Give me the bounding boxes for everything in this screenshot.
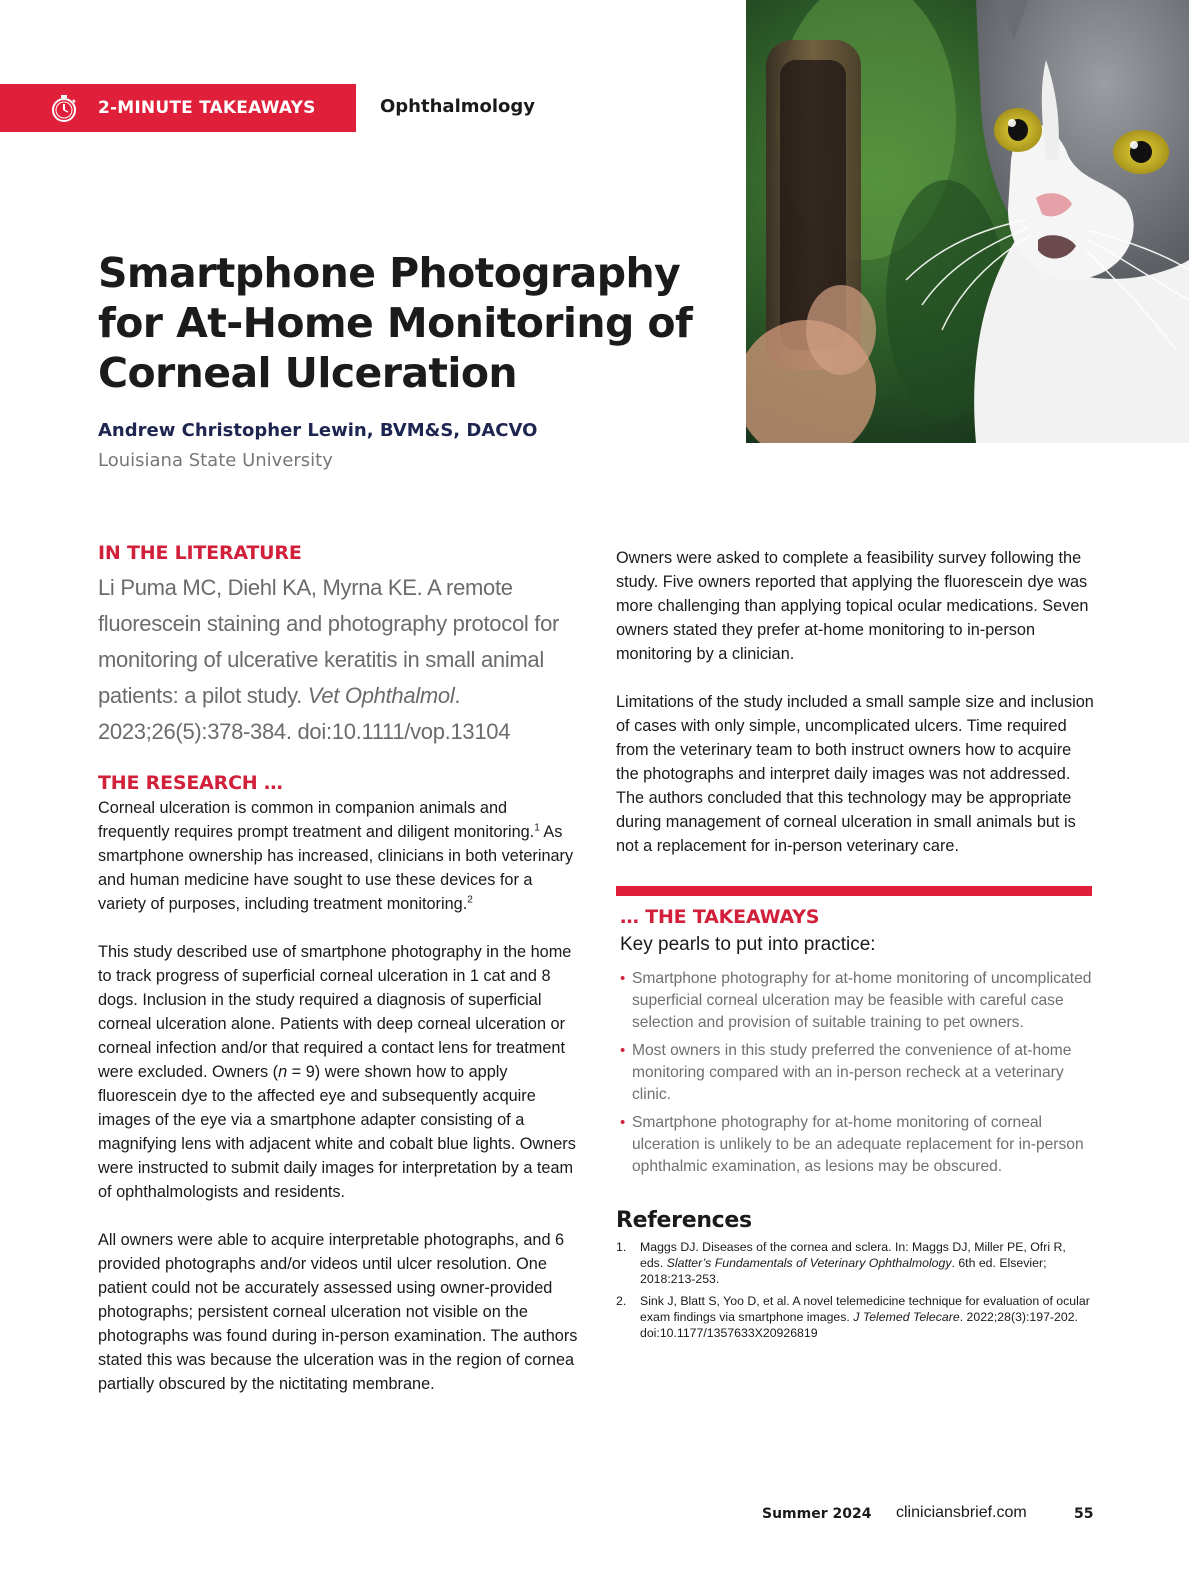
italic-run: J Telemed Telecare xyxy=(853,1310,960,1324)
takeaways-section xyxy=(620,906,1095,1184)
research-paragraph-5: Limitations of the study included a small sample size and inclusion of cases with only simple, uncomplicated ulcers. Time required from the veterinary team to both instruct owners how to acquire the photographs and interpret daily images was not addressed. The authors concluded that this technology may be appropriate during management of corneal ulceration in small animals but is not a replacement for in-person veterinary care. xyxy=(616,693,1094,855)
references-section xyxy=(616,1208,1092,1347)
citation-journal: Vet Ophthalmol xyxy=(307,683,455,708)
page-number: 55 xyxy=(1074,1506,1094,1522)
banner-label: 2-MINUTE TAKEAWAYS xyxy=(98,98,316,118)
italic-run: Slatter’s Fundamentals of Veterinary Ophthalmology xyxy=(666,1256,952,1270)
footnote-ref: 2 xyxy=(467,894,473,906)
literature-heading: IN THE LITERATURE xyxy=(98,542,302,564)
list-item xyxy=(616,1239,1092,1287)
reference-number: 2. xyxy=(616,1294,627,1308)
text-run: . 2022;28(3):197-202. doi:10.1177/1357633X20926819 xyxy=(640,1310,1078,1340)
footnote-ref: 1 xyxy=(534,822,540,834)
cat-illustration xyxy=(746,0,1189,443)
author-name: Andrew Christopher Lewin, BVM&S, DACVO xyxy=(98,420,538,441)
takeaway-text: Most owners in this study preferred the convenience of at-home monitoring compared with an in-person recheck at a veterinary clinic. xyxy=(632,1042,1072,1103)
text-run: . 6th ed. Elsevier; 2018:213-253. xyxy=(640,1256,1047,1286)
article-title: Smartphone Photography for At-Home Monitoring of Corneal Ulceration xyxy=(98,249,693,397)
research-body-continued xyxy=(616,546,1096,858)
section-label: Ophthalmology xyxy=(380,96,536,117)
references-heading: References xyxy=(616,1208,752,1233)
italic-run: n xyxy=(278,1063,288,1081)
reference-list xyxy=(616,1239,1092,1341)
list-item xyxy=(616,1293,1092,1341)
bullet-icon: • xyxy=(620,1114,626,1131)
literature-citation xyxy=(98,570,578,750)
text-run: Corneal ulceration is common in companion animals and frequently requires prompt treatment and diligent monitoring. xyxy=(98,799,535,841)
takeaway-text: Smartphone photography for at-home monitoring of uncomplicated superficial corneal ulceration may be feasible with careful case selection and provision of suitable training to pet owners. xyxy=(632,970,1092,1031)
research-paragraph-1 xyxy=(98,796,578,916)
research-body xyxy=(98,796,578,1396)
text-run: This study described use of smartphone photography in the home to track progress of superficial corneal ulceration in 1 cat and 8 dogs. Inclusion in the study required a diagnosis of superficial corneal ulceration alone. Patients with deep corneal ulceration or corneal infection and/or that required a contact lens for treatment were excluded. Owners ( xyxy=(98,943,572,1081)
text-run: Maggs DJ. Diseases of the cornea and sclera. In: Maggs DJ, Miller PE, Ofri R, eds. xyxy=(640,1240,1066,1270)
left-column xyxy=(98,542,578,1396)
text-run: As smartphone ownership has increased, clinicians in both veterinary and human medicine have sought to use these devices for a variety of purposes, including treatment monitoring. xyxy=(98,823,574,913)
list-item xyxy=(620,1112,1095,1178)
takeaway-list xyxy=(620,968,1095,1178)
takeaway-text: Smartphone photography for at-home monitoring of corneal ulceration is unlikely to be an adequate replacement for in-person ophthalmic examination, as lesions may be obscured. xyxy=(632,1114,1084,1175)
list-item xyxy=(620,1040,1095,1106)
reference-number: 1. xyxy=(616,1240,627,1254)
bullet-icon: • xyxy=(620,970,626,987)
footer-site[interactable]: cliniciansbrief.com xyxy=(896,1504,1027,1521)
stopwatch-icon xyxy=(48,92,80,124)
takeaways-banner xyxy=(0,84,356,132)
author-affiliation: Louisiana State University xyxy=(98,450,333,471)
takeaways-heading: … THE TAKEAWAYS xyxy=(620,906,820,928)
research-paragraph-3: All owners were able to acquire interpretable photographs, and 6 provided photographs and/or videos until ulcer resolution. One patient could not be accurately assessed using owner-provided photographs; persistent corneal ulceration not visible on the photographs was found during in-person examination. The authors stated this was because the ulceration was in the region of cornea partially obscured by the nictitating membrane. xyxy=(98,1231,578,1393)
footer-issue: Summer 2024 xyxy=(762,1506,872,1522)
bullet-icon: • xyxy=(620,1042,626,1059)
text-run: Sink J, Blatt S, Yoo D, et al. A novel telemedicine technique for evaluation of ocular exam findings via smartphone images. xyxy=(640,1294,1090,1324)
right-column xyxy=(616,546,1096,858)
research-paragraph-4: Owners were asked to complete a feasibility survey following the study. Five owners reported that applying the fluorescein dye was more challenging than applying topical ocular medications. Seven owners stated they prefer at-home monitoring to in-person monitoring by a clinician. xyxy=(616,549,1089,663)
citation-main: Li Puma MC, Diehl KA, Myrna KE. A remote fluorescein staining and photography protocol for monitoring of ulcerative keratitis in small animal patients: a pilot study. xyxy=(98,575,560,708)
takeaways-subheading: Key pearls to put into practice: xyxy=(620,934,876,955)
list-item xyxy=(620,968,1095,1034)
takeaways-divider xyxy=(616,886,1092,896)
research-heading: THE RESEARCH … xyxy=(98,772,283,794)
hero-cat-photo xyxy=(746,0,1189,443)
citation-tail: . 2023;26(5):378-384. doi:10.1111/vop.13104 xyxy=(98,683,511,744)
text-run: = 9) were shown how to apply fluorescein dye to the affected eye and subsequently acquire images of the eye via a smartphone adapter consisting of a magnifying lens with adjacent white and cobalt blue lights. Owners were instructed to submit daily images for interpretation by a team of ophthalmologists and residents. xyxy=(98,1063,576,1201)
research-paragraph-2 xyxy=(98,940,578,1204)
